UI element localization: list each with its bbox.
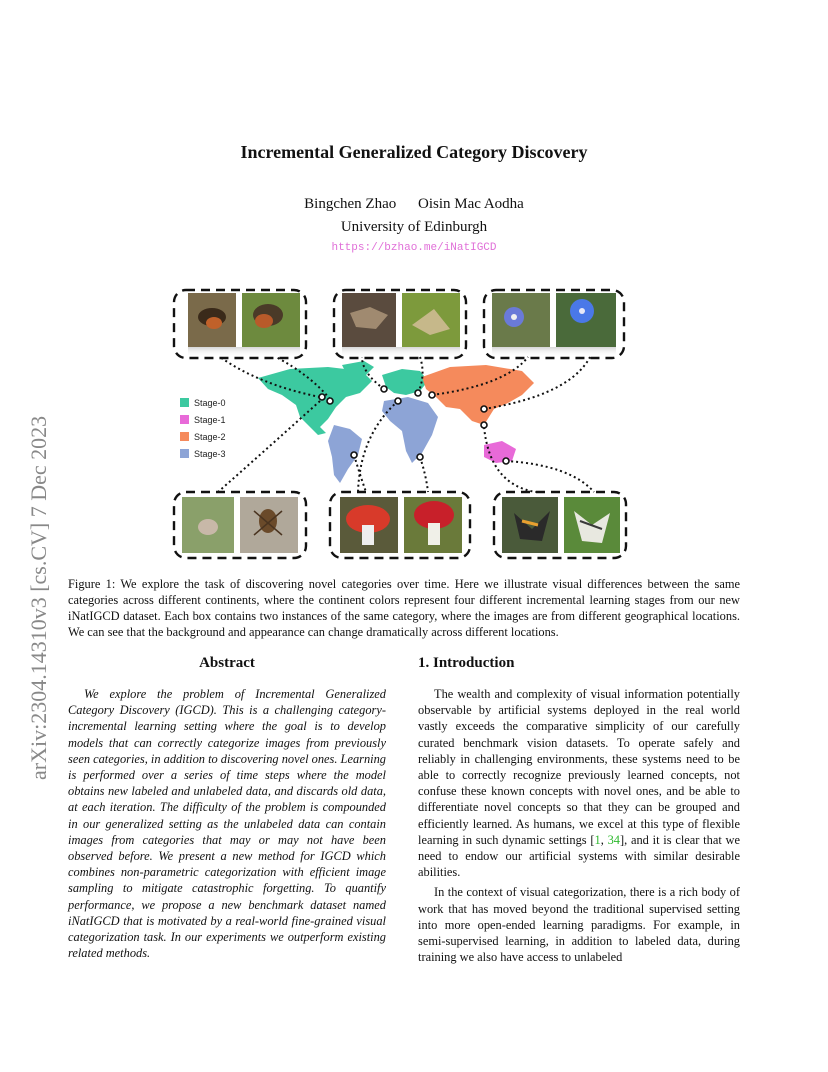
- butterfly-photo-1: [502, 497, 558, 553]
- legend-label-stage-1: Stage-1: [194, 415, 226, 425]
- citation-separator: ,: [600, 832, 608, 847]
- intro-body: [418, 686, 740, 969]
- abstract-heading: Abstract: [199, 655, 255, 671]
- legend-label-stage-0: Stage-0: [194, 398, 226, 408]
- arxiv-identifier: [2, 290, 64, 780]
- intro-paragraph-1: [418, 686, 740, 880]
- image-box-spider: [174, 492, 306, 558]
- world-map: [258, 361, 534, 483]
- legend-swatch-stage-3: [180, 449, 189, 458]
- author-2: Oisin Mac Aodha: [417, 196, 524, 212]
- project-link[interactable]: https://bzhao.me/iNatIGCD: [331, 242, 497, 254]
- image-box-moth: [334, 290, 466, 358]
- figure-1: [150, 285, 680, 563]
- image-box-butterfly: [494, 492, 626, 558]
- legend-label-stage-2: Stage-2: [194, 432, 226, 442]
- map-legend: [180, 398, 226, 459]
- image-box-robin: [174, 290, 306, 358]
- legend-label-stage-3: Stage-3: [194, 449, 226, 459]
- paper-title: Incremental Generalized Category Discovery: [240, 142, 588, 162]
- affiliation: University of Edinburgh: [340, 219, 488, 235]
- intro-heading: 1. Introduction: [418, 655, 515, 671]
- abstract-text: We explore the problem of Incremental Generalized Category Discovery (IGCD). This is a challenging category-incremental learning setting where the goal is to develop models that can correctly categorize images from previously seen categories, in addition to discovering novel ones. Learning is performed over a series of time steps where the model obtains new labeled and unlabeled data, and discards old data, at each iteration. The difficulty of the problem is compounded in our generalized setting as the unlabeled data can contain images from categories that may or may not have been observed before. We present a new method for IGCD which combines non-parametric categorization with efficient image sampling to mitigate catastrophic forgetting. To quantify performance, we propose a new benchmark dataset named iNatIGCD that is motivated by a real-world fine-grained visual categorization task. In our experiments we outperform existing related methods.: [68, 687, 386, 961]
- intro-p1-end: ], and it is clear that we need to endow our artificial systems with similar desirable abilities.: [418, 832, 740, 880]
- author-list: [0, 196, 828, 213]
- figure-caption: Figure 1: We explore the task of discovering novel categories over time. Here we illustrate visual differences between the same categories across different continents, where the continent colors represent four different incremental learning stages from our new iNatIGCD dataset. Each box contains two instances of the same category, where the images are from different geographical locations. We can see that the background and appearance can change dramatically across different locations.: [68, 577, 740, 639]
- intro-p1-start: The wealth and complexity of visual information potentially observable by artificial systems deployed in the real world vastly exceeds the comparative simplicity of our carefully curated benchmark vision datasets. To operate safely and reliably in challenging environments, these systems need to be able to correctly recognize previously learned concepts, not confuse these known concepts with novel ones, and be able to differentiate novel concepts so that they can be grouped and efficiently learned. As humans, we excel at this type of flexible learning in such dynamic settings [: [418, 687, 740, 847]
- north-america-shape: [258, 367, 372, 435]
- arxiv-identifier-text: arXiv:2304.14310v3 [cs.CV] 7 Dec 2023: [26, 415, 51, 780]
- legend-swatch-stage-0: [180, 398, 189, 407]
- legend-swatch-stage-2: [180, 432, 189, 441]
- citation-link-1[interactable]: 1: [594, 832, 601, 847]
- citation-link-34[interactable]: 34: [607, 832, 620, 847]
- intro-paragraph-2: In the context of visual categorization, there is a rich body of work that has moved beyond the traditional supervised setting into more open-ended learning paradigms. For example, in semi-supervised learning, in addition to labeled data, during training we also have access to unlabeled: [418, 885, 740, 965]
- image-box-flower: [484, 290, 624, 358]
- author-1: Bingchen Zhao: [304, 196, 397, 212]
- image-box-mushroom: [330, 492, 470, 558]
- africa-shape: [382, 397, 438, 463]
- legend-swatch-stage-1: [180, 415, 189, 424]
